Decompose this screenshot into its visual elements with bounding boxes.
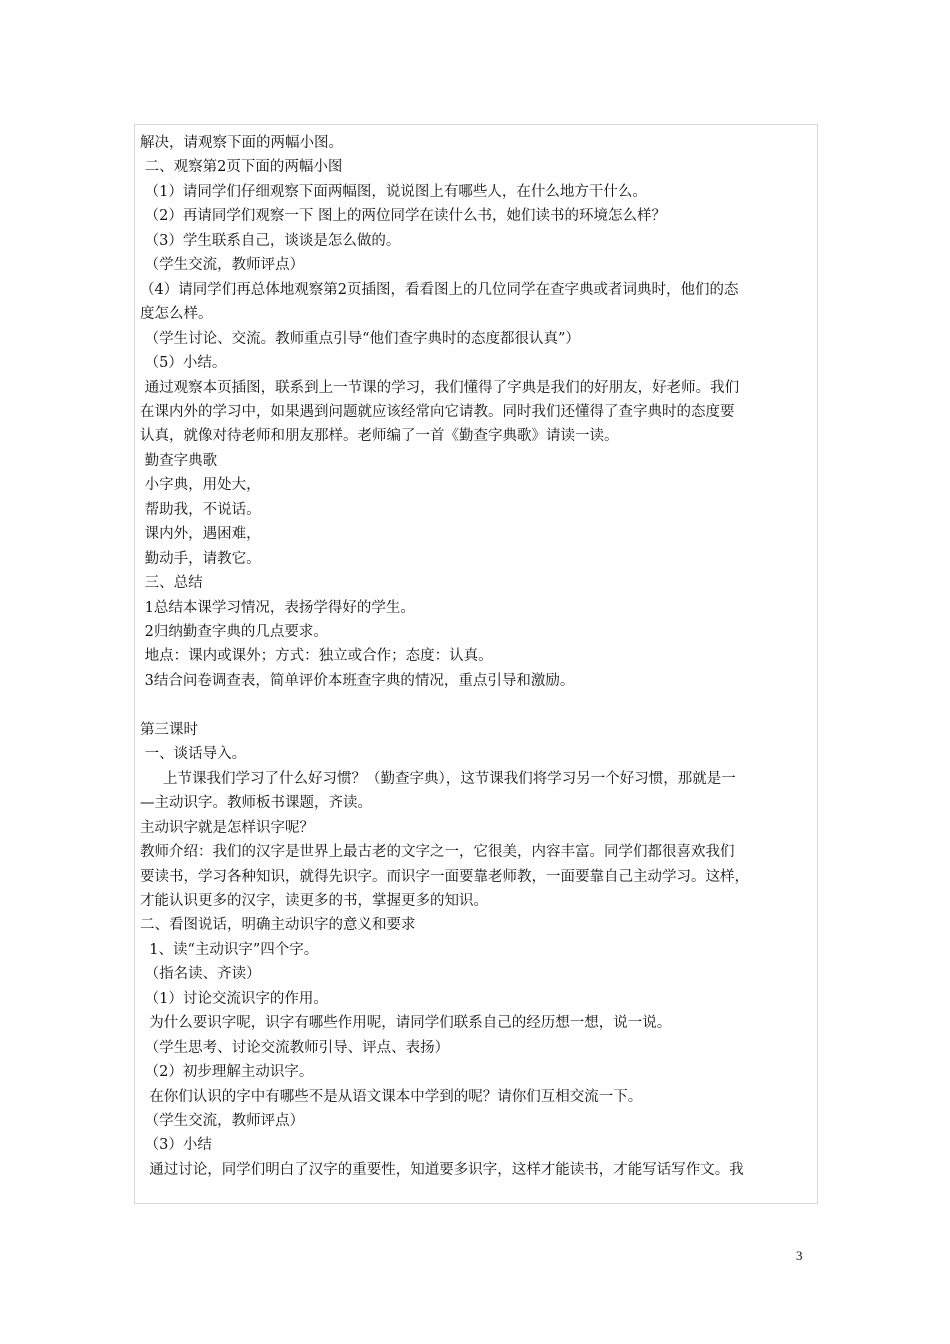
text-line: 为什么要识字呢，识字有哪些作用呢，请同学们联系自己的经历想一想，说一说。 (140, 1015, 672, 1032)
text-line: 1、读“主动识字”四个字。 (140, 941, 319, 958)
text-line: 通过讨论，同学们明白了汉字的重要性，知道要多识字，这样才能读书，才能写话写作文。我 (140, 1161, 744, 1178)
text-line: 度怎么样。 (140, 306, 213, 323)
text-line: 三、总结 (140, 575, 203, 592)
text-line: 地点：课内或课外；方式：独立或合作；态度：认真。 (140, 648, 493, 665)
text-line: （2）初步理解主动识字。 (140, 1064, 314, 1081)
text-line: （指名读、齐读） (140, 966, 261, 983)
text-line: （5）小结。 (140, 355, 227, 372)
text-line: —主动识字。教师板书课题，齐读。 (140, 795, 372, 812)
text-line: 要读书，学习各种知识，就得先识字。而识字一面要靠老师教，一面要靠自己主动学习。这样， (140, 868, 749, 885)
text-line: 1总结本课学习情况，表扬学得好的学生。 (140, 599, 415, 616)
text-line: 认真，就像对待老师和朋友那样。老师编了一首《勤查字典歌》请读一读。 (140, 428, 619, 445)
text-line: 勤查字典歌 (140, 452, 218, 469)
text-line: （4）请同学们再总体地观察第2页插图，看看图上的几位同学在查字典或者词典时，他们的态 (140, 281, 739, 298)
text-line: 二、看图说话，明确主动识字的意义和要求 (140, 917, 416, 934)
text-line: 在你们认识的字中有哪些不是从语文课本中学到的呢？请你们互相交流一下。 (140, 1088, 643, 1105)
text-line: 小字典，用处大， (140, 477, 261, 494)
text-line: 帮助我，不说话。 (140, 501, 261, 518)
text-line: 通过观察本页插图，联系到上一节课的学习，我们懂得了字典是我们的好朋友，好老师。我们 (140, 379, 740, 396)
text-line: 勤动手，请教它。 (140, 550, 261, 567)
text-line: （学生思考、讨论交流教师引导、评点、表扬） (140, 1039, 450, 1056)
page-number: 3 (796, 1248, 803, 1263)
text-line: 上节课我们学习了什么好习惯？（勤查字典），这节课我们将学习另一个好习惯，那就是一 (140, 770, 736, 787)
text-line: （1）讨论交流识字的作用。 (140, 990, 328, 1007)
text-line: 解决，请观察下面的两幅小图。 (140, 135, 343, 151)
text-line: 才能认识更多的汉字，读更多的书，掌握更多的知识。 (140, 892, 488, 909)
text-line: 在课内外的学习中，如果遇到问题就应该经常向它请教。同时我们还懂得了查字典时的态度要 (140, 403, 735, 420)
text-line: 课内外，遇困难， (140, 526, 261, 543)
text-line: 一、谈话导入。 (140, 746, 247, 763)
text-line: （3）小结 (140, 1137, 212, 1154)
text-line: （学生讨论、交流。教师重点引导“他们查字典时的态度都很认真”） (140, 330, 580, 347)
text-line: 第三课时 (140, 721, 198, 738)
text-line: （学生交流，教师评点） (140, 1113, 305, 1129)
text-line: 主动识字就是怎样识字呢？ (140, 819, 314, 836)
text-line: （学生交流，教师评点） (140, 257, 305, 274)
text-line: 二、观察第2页下面的两幅小图 (140, 159, 343, 176)
text-line: （3）学生联系自己，谈谈是怎么做的。 (140, 232, 401, 249)
text-line: 教师介绍：我们的汉字是世界上最古老的文字之一，它很美，内容丰富。同学们都很喜欢我们 (140, 844, 735, 861)
text-line: 2归纳勤查字典的几点要求。 (140, 624, 328, 640)
text-line: （2）再请同学们观察一下 图上的两位同学在读什么书，她们读书的环境怎么样？ (140, 208, 666, 225)
text-line: （1）请同学们仔细观察下面两幅图，说说图上有哪些人，在什么地方干什么。 (140, 183, 647, 200)
text-line: 3结合问卷调查表，简单评价本班查字典的情况，重点引导和激励。 (140, 672, 575, 689)
